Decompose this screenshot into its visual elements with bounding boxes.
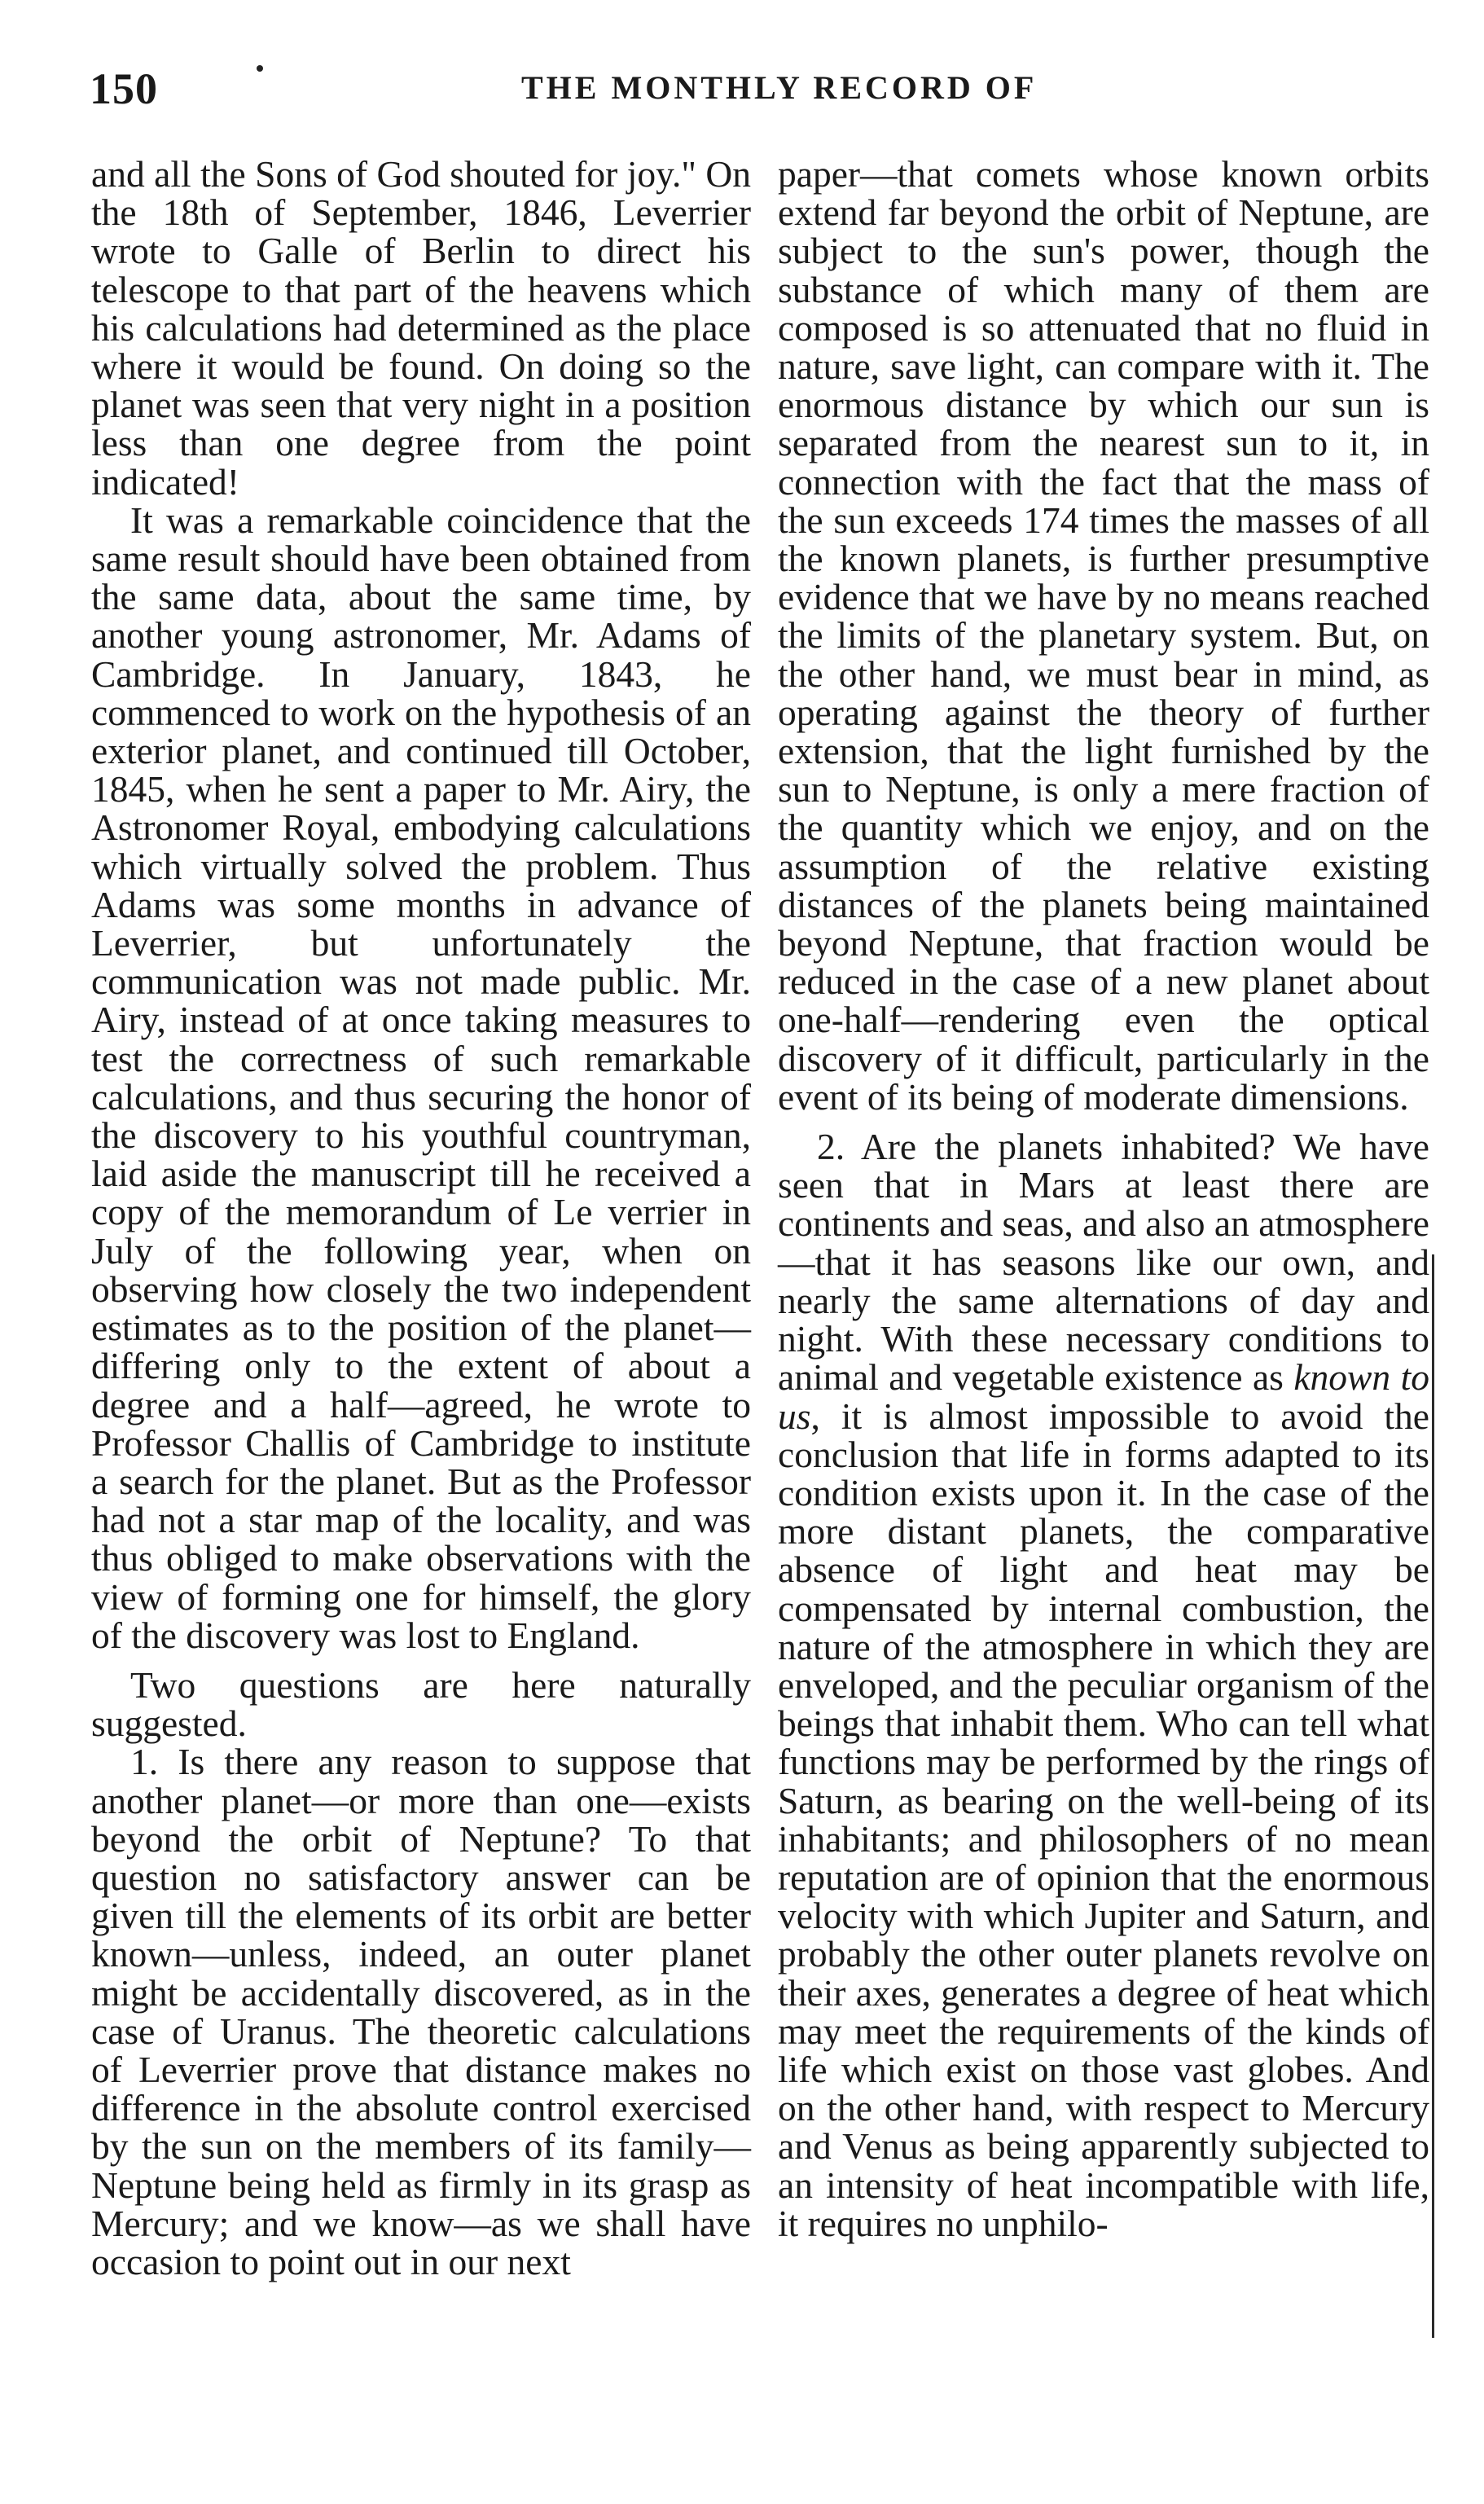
running-title: THE MONTHLY RECORD OF [521,69,1038,106]
emphasis-known-to-us: known to us [778,1356,1429,1437]
paragraph-questions: Two questions are here naturally suggested. [91,1663,751,1745]
running-head [81,64,1434,129]
page-number: 150 [90,64,158,113]
question-two-text-end: , it is almost impossible to avoid the conclusion that life in forms adapted to its condition exists upon it. In the case of the more distant planets, the comparative absence of light and heat may be compensated by internal combustion, the nature of the atmosphere in which they are enveloped, and the peculiar organism of the beings that inhabit them. Who can tell what functions may be performed by the rings of Saturn, as bearing on the well-being of its inhabitants; and philosophers of no mean reputation are of opinion that the enormous velocity with which Jupiter and Saturn, and probably the other outer planets revolve on their axes, generates a degree of heat which may meet the requirements of the kinds of life which exist on those vast globes. And on the other hand, with respect to Mercury and Venus as being apparently subjected to an intensity of heat incompatible with life, it requires no unphilo- [778,1395,1429,2244]
question-two-text-start: 2. Are the planets inhabited? We have seen that in Mars at least there are continents and seas, and also an atmosphere—that it has seasons like our own, and nearly the same alternations of day and night. With these necessary conditions to animal and vegetable existence as [778,1126,1429,1399]
paragraph-adams: It was a remarkable coincidence that the same result should have been obtained from the same data, about the same time, by another young astronomer, Mr. Adams of Cambridge. In January, 1843, he commenced to work on the hypothesis of an exterior planet, and continued till October, 1845, when he sent a paper to Mr. Airy, the Astronomer Royal, embodying calculations which virtually solved the problem. Thus Adams was some months in advance of Leverrier, but unfortunately the communication was not made public. Mr. Airy, instead of at once taking measures to test the correctness of such remarkable calculations, and thus securing the honor of the discovery to his youthful countryman, laid aside the manuscript till he received a copy of the memorandum of Le verrier in July of the following year, when on observing how closely the two independent estimates as to the position of the planet—differing only to the extent of about a degree and a half—agreed, he wrote to Professor Challis of Cambridge to institute a search for the planet. But as the Professor had not a star map of the locality, and was thus obliged to make observations with the view of forming one for himself, the glory of the discovery was lost to England. [91,499,751,1656]
paragraph-question-one: 1. Is there any reason to suppose that another planet—or more than one—exists beyond the orbit of Neptune? To that question no satisfactory answer can be given till the elements of its orbit are better known—unless, indeed, an outer planet might be accidentally discovered, as in the case of Uranus. The theoretic calculations of Leverrier prove that distance makes no difference in the absolute control exercised by the sun on the members of its family—Neptune being held as firmly in its grasp as Mercury; and we know—as we shall have occasion to point out in our next [91,1741,751,2282]
paragraph-question-two [778,1127,1429,2243]
paragraph-continued: and all the Sons of God shouted for joy." On the 18th of September, 1846, Leverrier wrote to Galle of Berlin to direct his telescope to that part of the heavens which his calculations had determined as the place where it would be found. On doing so the planet was seen that very night in a position less than one degree from the point indicated! [91,153,751,503]
margin-rule [1432,1254,1434,2338]
left-column [91,155,751,2281]
right-column [778,155,1429,2243]
paragraph-comets: paper—that comets whose known orbits extend far beyond the orbit of Neptune, are subject to the sun's power, though the substance of which many of them are composed is so attenuated that no fluid in nature, save light, can compare with it. The enormous distance by which our sun is separated from the nearest sun to it, in connection with the fact that the mass of the sun exceeds 174 times the masses of all the known planets, is further presumptive evidence that we have by no means reached the limits of the planetary system. But, on the other hand, we must bear in mind, as operating against the theory of further extension, that the light furnished by the sun to Neptune, is only a mere fraction of the quantity which we enjoy, and on the assumption of the relative existing distances of the planets being maintained beyond Neptune, that fraction would be reduced in the case of a new planet about one-half—rendering even the optical discovery of it difficult, particularly in the event of its being of moderate dimensions. [778,153,1429,1118]
